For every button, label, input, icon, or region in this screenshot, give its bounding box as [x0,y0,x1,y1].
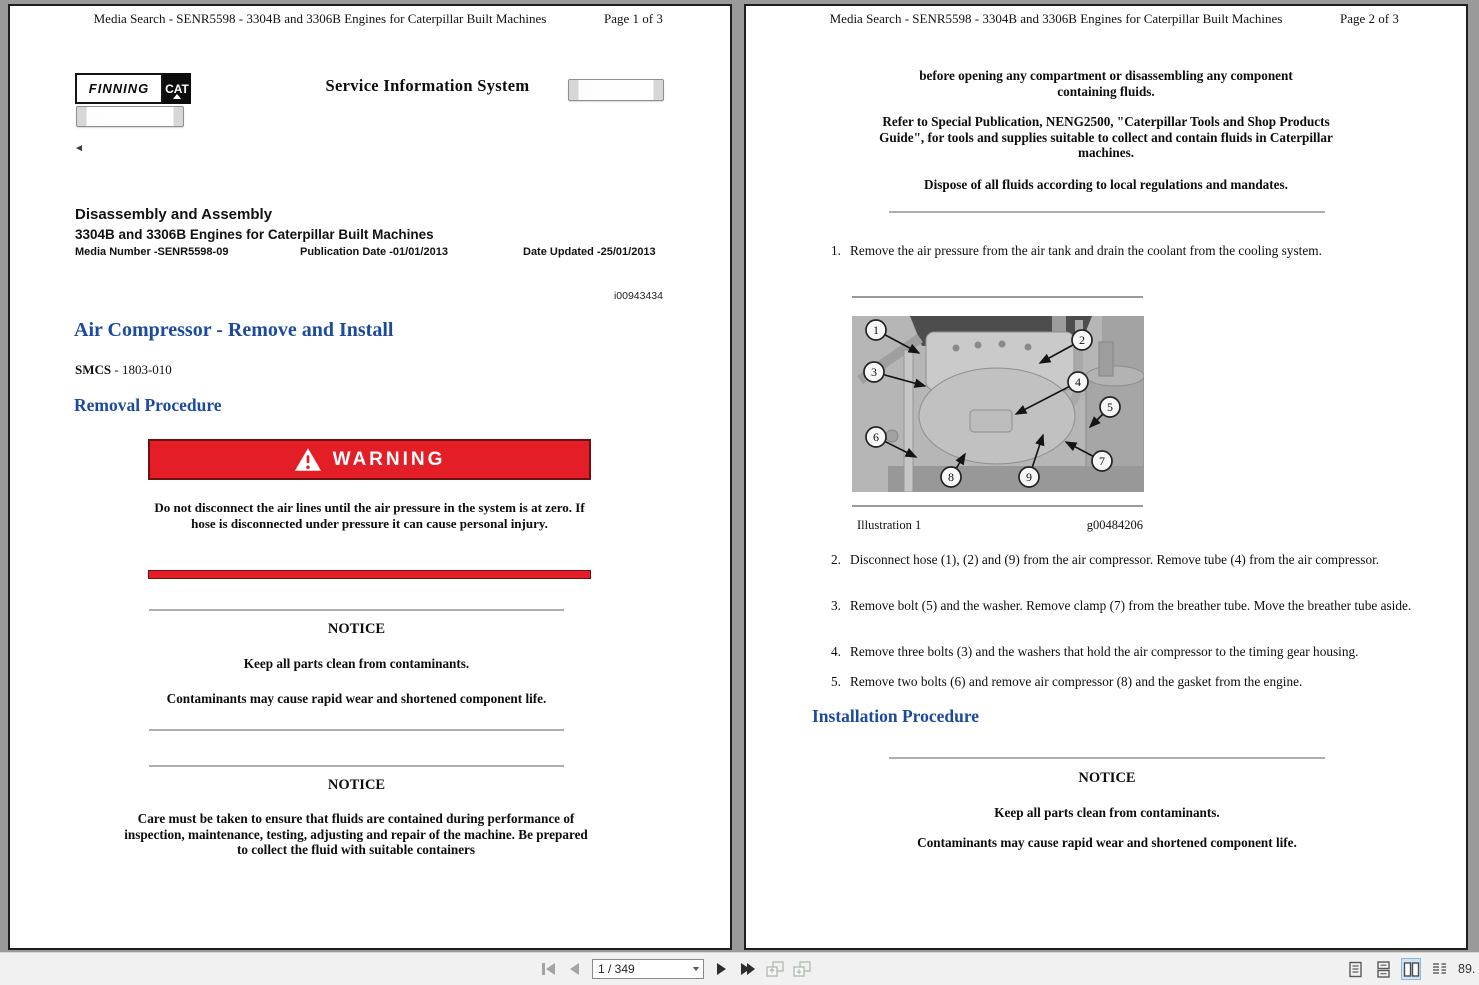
header-dropdown[interactable] [568,79,664,101]
divider [889,757,1325,759]
last-page-button[interactable] [738,959,758,979]
single-page-view-icon [1348,961,1363,978]
removal-step-1 [831,243,1430,259]
first-page-icon [539,960,557,978]
illustration-graphic-id: g00484206 [1086,518,1143,532]
two-page-view-button[interactable] [1401,958,1421,980]
doc-title-line1: Disassembly and Assembly [75,206,273,223]
removal-step-5 [831,674,1430,690]
step-number: 1. [831,243,841,258]
page-navigation [538,953,812,985]
step-number: 3. [831,598,841,613]
previous-page-icon [566,960,584,978]
illustration-caption: Illustration 1 [857,518,922,532]
single-page-view-button[interactable] [1345,958,1365,980]
svg-text:8: 8 [948,470,954,484]
svg-text:3: 3 [871,365,877,379]
notice-continued-paragraph-1: before opening any compartment or disassembling any component containing fluids. [919,68,1293,99]
smcs-code [75,362,172,378]
removal-step-2 [831,552,1430,568]
next-view-button[interactable] [792,959,812,979]
removal-procedure-heading: Removal Procedure [74,395,222,415]
install-notice-paragraph-1: Keep all parts clean from contaminants. [994,805,1220,820]
finning-logo-text: FINNING [75,73,163,104]
divider [149,729,564,731]
step-text: Remove bolt (5) and the washer. Remove clamp (7) from the breather tube. Move the breather tube aside. [850,598,1412,613]
engine-illustration [852,316,1144,492]
publication-date: Publication Date -01/01/2013 [300,246,448,258]
notice-continued-paragraph-3: Dispose of all fluids according to local regulations and mandates. [924,177,1288,192]
smcs-value: - 1803-010 [111,362,172,377]
last-page-icon [739,960,757,978]
page2-header-title: Media Search - SENR5598 - 3304B and 3306B Engines for Caterpillar Built Machines [829,11,1283,26]
notice1-paragraph-2: Contaminants may cause rapid wear and shortened component life. [166,691,547,706]
notice2-paragraph: Care must be taken to ensure that fluids are contained during performance of inspection, maintenance, testing, adjusting and repair of the machine. Be prepared to collect the fluid with suitable containers [124,811,588,857]
removal-step-3 [831,598,1430,614]
step-number: 2. [831,552,841,567]
svg-text:2: 2 [1079,333,1085,347]
divider [149,765,564,767]
next-page-button[interactable] [711,959,731,979]
removal-step-4 [831,644,1430,660]
engine-photo [852,316,1144,492]
notice2-title: NOTICE [327,777,386,793]
install-notice-title: NOTICE [1078,770,1136,786]
step-text: Remove three bolts (3) and the washers that hold the air compressor to the timing gear housing. [850,644,1359,659]
two-page-continuous-view-icon [1431,961,1448,978]
warning-triangle-icon [294,447,322,472]
divider [852,505,1143,507]
page1-header-title: Media Search - SENR5598 - 3304B and 3306B Engines for Caterpillar Built Machines [93,11,547,26]
page2-page-indicator: Page 2 of 3 [1340,11,1399,26]
page-number-value: 1 / 349 [598,962,635,976]
installation-procedure-heading: Installation Procedure [812,706,980,726]
step-text: Remove two bolts (6) and remove air compressor (8) and the gasket from the engine. [850,674,1303,689]
image-id: i00943434 [613,290,663,302]
notice1-title: NOTICE [327,621,386,637]
svg-text:1: 1 [873,323,879,337]
logo-dropdown[interactable] [76,106,184,127]
viewer-toolbar [0,952,1479,985]
svg-text:4: 4 [1075,375,1081,389]
next-page-icon [712,960,730,978]
pointer-icon: ◄ [74,143,84,154]
finning-cat-logo [75,73,191,104]
two-page-continuous-view-button[interactable] [1429,958,1449,980]
two-page-view-icon [1403,961,1420,978]
svg-text:9: 9 [1026,470,1032,484]
svg-text:7: 7 [1099,454,1105,468]
warning-text: Do not disconnect the air lines until the air pressure in the system is at zero. If hose is disconnected under pressure it can cause personal injury. [154,500,585,531]
svg-text:6: 6 [873,430,879,444]
first-page-button[interactable] [538,959,558,979]
continuous-view-icon [1376,961,1391,978]
step-text: Disconnect hose (1), (2) and (9) from the air compressor. Remove tube (4) from the air compressor. [850,552,1380,567]
svg-text:5: 5 [1107,400,1113,414]
step-number: 4. [831,644,841,659]
page1-page-indicator: Page 1 of 3 [604,11,663,26]
divider [889,211,1325,213]
zoom-level-text: 89. [1458,962,1476,976]
previous-page-button[interactable] [565,959,585,979]
next-view-icon [792,960,812,978]
continuous-view-button[interactable] [1373,958,1393,980]
divider [149,609,564,611]
step-text: Remove the air pressure from the air tank and drain the coolant from the cooling system. [850,243,1322,258]
page-layout-controls [1345,953,1449,985]
article-heading: Air Compressor - Remove and Install [74,319,394,341]
cat-logo-text: CAT [163,73,191,104]
notice-continued-paragraph-2: Refer to Special Publication, NENG2500, "Caterpillar Tools and Shop Products Guide", for tools and supplies suitable to collect and contain fluids in Caterpillar machines. [879,114,1333,160]
previous-view-icon [765,960,785,978]
step-number: 5. [831,674,841,689]
page-number-combobox[interactable] [592,959,704,979]
page-combobox-arrow-icon[interactable] [689,960,703,978]
divider [852,296,1143,298]
warning-label: WARNING [332,448,446,470]
document-page-1 [8,4,732,950]
install-notice-paragraph-2: Contaminants may cause rapid wear and shortened component life. [917,835,1297,850]
smcs-label: SMCS [75,362,112,377]
media-number: Media Number -SENR5598-09 [75,246,229,258]
notice1-paragraph-1: Keep all parts clean from contaminants. [243,656,470,671]
sis-title: Service Information System [325,76,530,95]
warning-banner [148,439,591,480]
previous-view-button[interactable] [765,959,785,979]
date-updated: Date Updated -25/01/2013 [523,246,656,258]
warning-bottom-bar [148,570,591,579]
document-page-2 [744,4,1468,950]
doc-title-line2: 3304B and 3306B Engines for Caterpillar Built Machines [75,227,434,242]
